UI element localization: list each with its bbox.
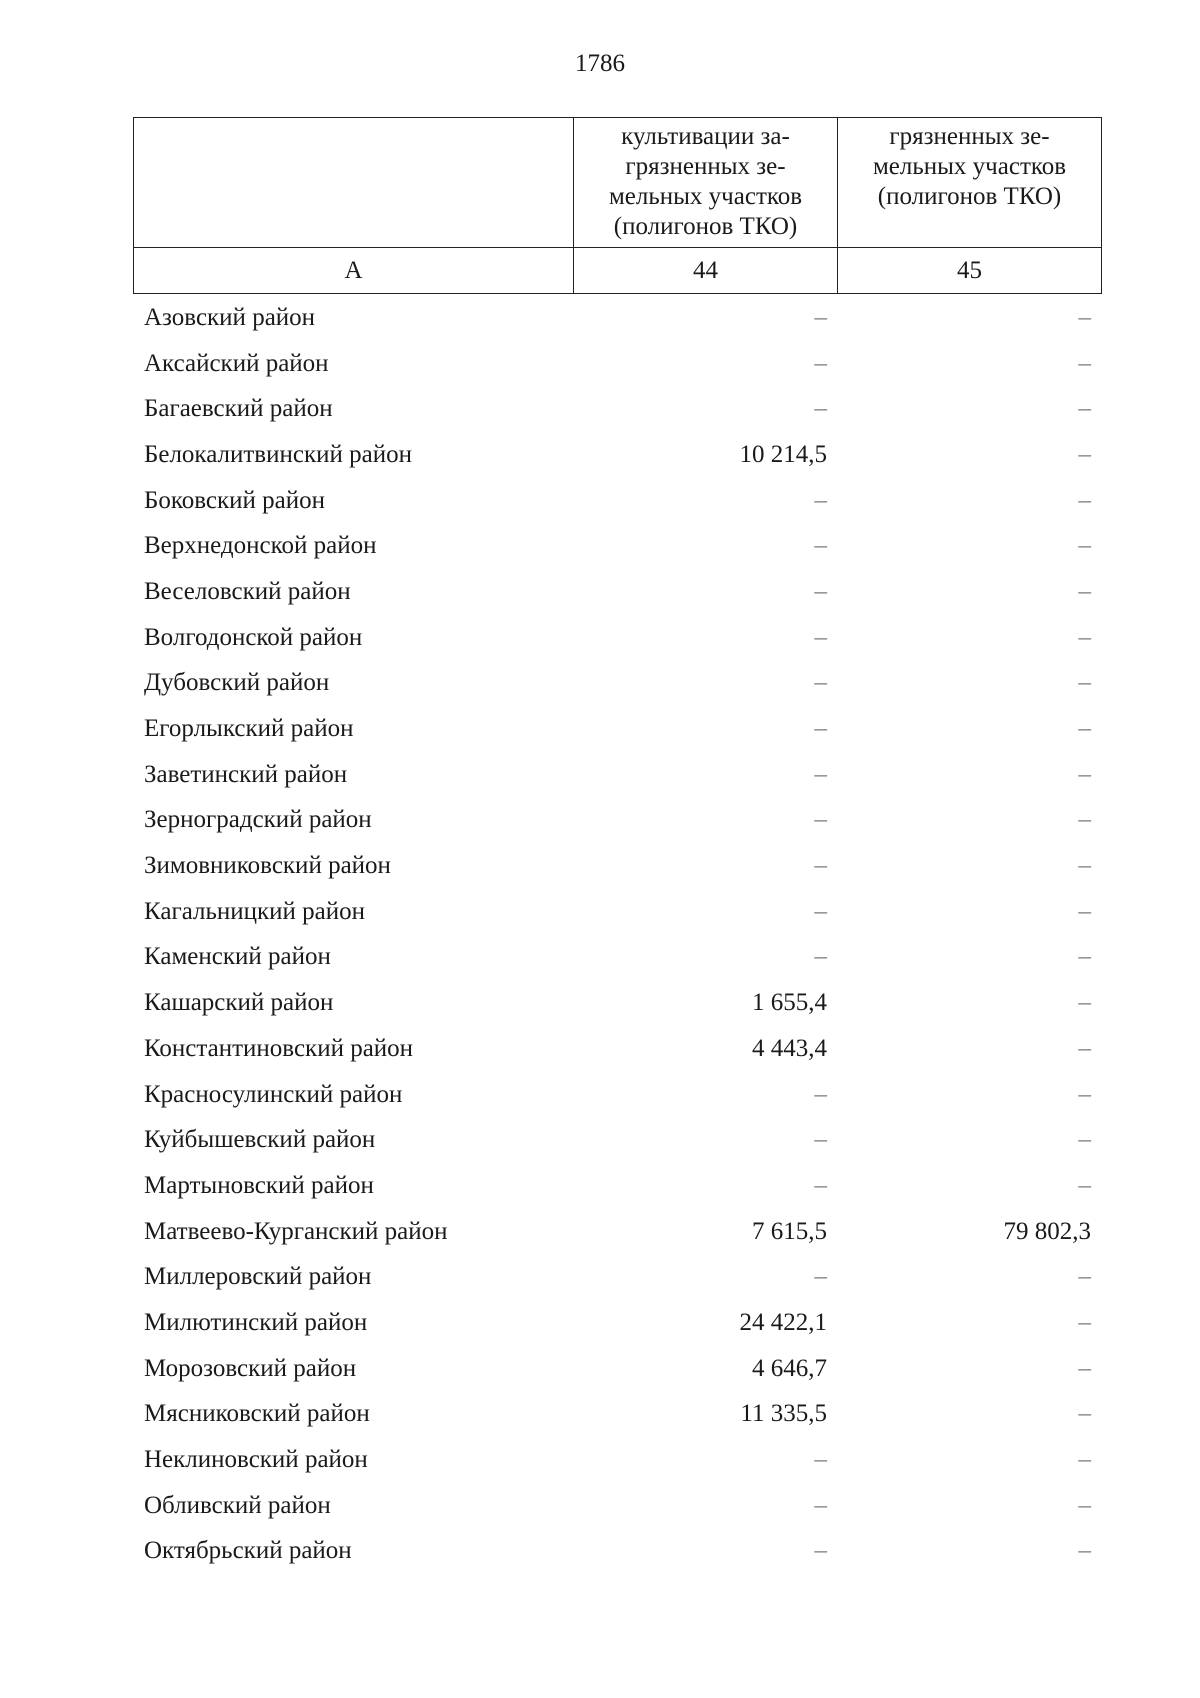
value-col44: – [814,852,827,880]
table-row [133,341,1101,387]
table-row [133,798,1101,844]
value-col44: – [814,715,827,743]
district-name: Миллеровский район [144,1263,372,1291]
table-row [133,432,1101,478]
value-col45: – [1078,349,1091,377]
district-name: Обливский район [144,1491,331,1519]
table-row [133,752,1101,798]
value-col44: – [814,760,827,788]
value-col44: – [814,1491,827,1519]
value-col45: – [1078,1126,1091,1154]
district-name: Неклиновский район [144,1446,368,1474]
district-name: Милютинский район [144,1308,368,1336]
table-row [133,478,1101,524]
table-row [133,386,1101,432]
value-col45: – [1078,1537,1091,1565]
value-col45: – [1078,1446,1091,1474]
table-row [133,980,1101,1026]
value-col44: – [814,1446,827,1474]
table-row [133,1163,1101,1209]
table-row [133,843,1101,889]
district-name: Красносулинский район [144,1080,403,1108]
value-col44: 4 646,7 [752,1354,827,1382]
header-cell-col45 [838,118,1102,248]
value-col44: – [814,806,827,834]
value-col45: – [1078,1171,1091,1199]
value-col45: – [1078,1263,1091,1291]
value-col44: – [814,1537,827,1565]
header-cell-name [134,118,574,248]
table-row [133,1254,1101,1300]
table-row [133,295,1101,341]
value-col45: – [1078,577,1091,605]
district-name: Аксайский район [144,349,329,377]
value-col44: – [814,532,827,560]
table-row [133,1209,1101,1255]
district-name: Азовский район [144,303,316,331]
value-col45: – [1078,897,1091,925]
value-col44: – [814,1263,827,1291]
table-row [133,523,1101,569]
table-header [133,117,1102,294]
district-name: Егорлыкский район [144,715,354,743]
table-row [133,706,1101,752]
district-name: Кагальницкий район [144,897,366,925]
district-name: Верхнедонской район [144,532,377,560]
table-row [133,889,1101,935]
table-row [133,1300,1101,1346]
value-col45: – [1078,943,1091,971]
value-col44: 24 422,1 [739,1308,827,1336]
value-col44: – [814,943,827,971]
value-col45: – [1078,760,1091,788]
district-name: Заветинский район [144,760,348,788]
column-number-44: 44 [574,248,838,294]
district-name: Багаевский район [144,395,333,423]
column-number-a: А [134,248,574,294]
table-row [133,1529,1101,1575]
table-row [133,1026,1101,1072]
table-row [133,569,1101,615]
value-col44: – [814,623,827,651]
district-name: Боковский район [144,486,325,514]
district-name: Белокалитвинский район [144,440,412,468]
table-row [133,1437,1101,1483]
column-number-45: 45 [838,248,1102,294]
district-name: Кашарский район [144,989,334,1017]
table-body [133,295,1101,1574]
district-name: Зерноградский район [144,806,372,834]
value-col44: – [814,669,827,697]
value-col44: 1 655,4 [752,989,827,1017]
district-name: Мясниковский район [144,1400,370,1428]
value-col45: – [1078,395,1091,423]
table-row [133,1072,1101,1118]
value-col44: – [814,349,827,377]
header-label-row [134,118,1102,248]
value-col45: – [1078,669,1091,697]
value-col44: – [814,1080,827,1108]
value-col45: – [1078,989,1091,1017]
value-col45: – [1078,1080,1091,1108]
district-name: Морозовский район [144,1354,357,1382]
value-col45: – [1078,1034,1091,1062]
district-name: Дубовский район [144,669,330,697]
table-row [133,1117,1101,1163]
value-col44: 4 443,4 [752,1034,827,1062]
value-col45: – [1078,440,1091,468]
value-col45: – [1078,806,1091,834]
value-col44: 10 214,5 [739,440,827,468]
value-col44: – [814,897,827,925]
district-name: Константиновский район [144,1034,414,1062]
value-col45: – [1078,1354,1091,1382]
value-col44: – [814,1126,827,1154]
value-col45: – [1078,1491,1091,1519]
district-name: Матвеево-Курганский район [144,1217,448,1245]
value-col45: – [1078,623,1091,651]
value-col44: – [814,303,827,331]
district-name: Волгодонской район [144,623,363,651]
district-name: Мартыновский район [144,1171,374,1199]
value-col44: 7 615,5 [752,1217,827,1245]
value-col44: – [814,395,827,423]
table-row [133,935,1101,981]
district-name: Куйбышевский район [144,1126,376,1154]
header-cell-col44 [574,118,838,248]
value-col44: – [814,1171,827,1199]
district-name: Октябрьский район [144,1537,352,1565]
table-row [133,1346,1101,1392]
table-row [133,615,1101,661]
value-col44: – [814,577,827,605]
value-col45: – [1078,303,1091,331]
header-number-row [134,248,1102,294]
value-col45: – [1078,1308,1091,1336]
page-number: 1786 [575,50,625,77]
district-name: Каменский район [144,943,331,971]
table-row [133,1483,1101,1529]
value-col45: – [1078,852,1091,880]
value-col45: – [1078,715,1091,743]
table-row [133,661,1101,707]
header-col44-label: культивации за- грязненных зе- мельных участков (полигонов ТКО) [608,123,803,240]
value-col44: 11 335,5 [740,1400,827,1428]
district-name: Зимовниковский район [144,852,391,880]
value-col45: – [1078,1400,1091,1428]
value-col45: – [1078,486,1091,514]
value-col45: – [1078,532,1091,560]
table-row [133,1392,1101,1438]
value-col45: 79 802,3 [1003,1217,1091,1245]
value-col44: – [814,486,827,514]
district-name: Веселовский район [144,577,351,605]
header-col45-label: грязненных зе- мельных участков (полигонов ТКО) [872,123,1067,210]
